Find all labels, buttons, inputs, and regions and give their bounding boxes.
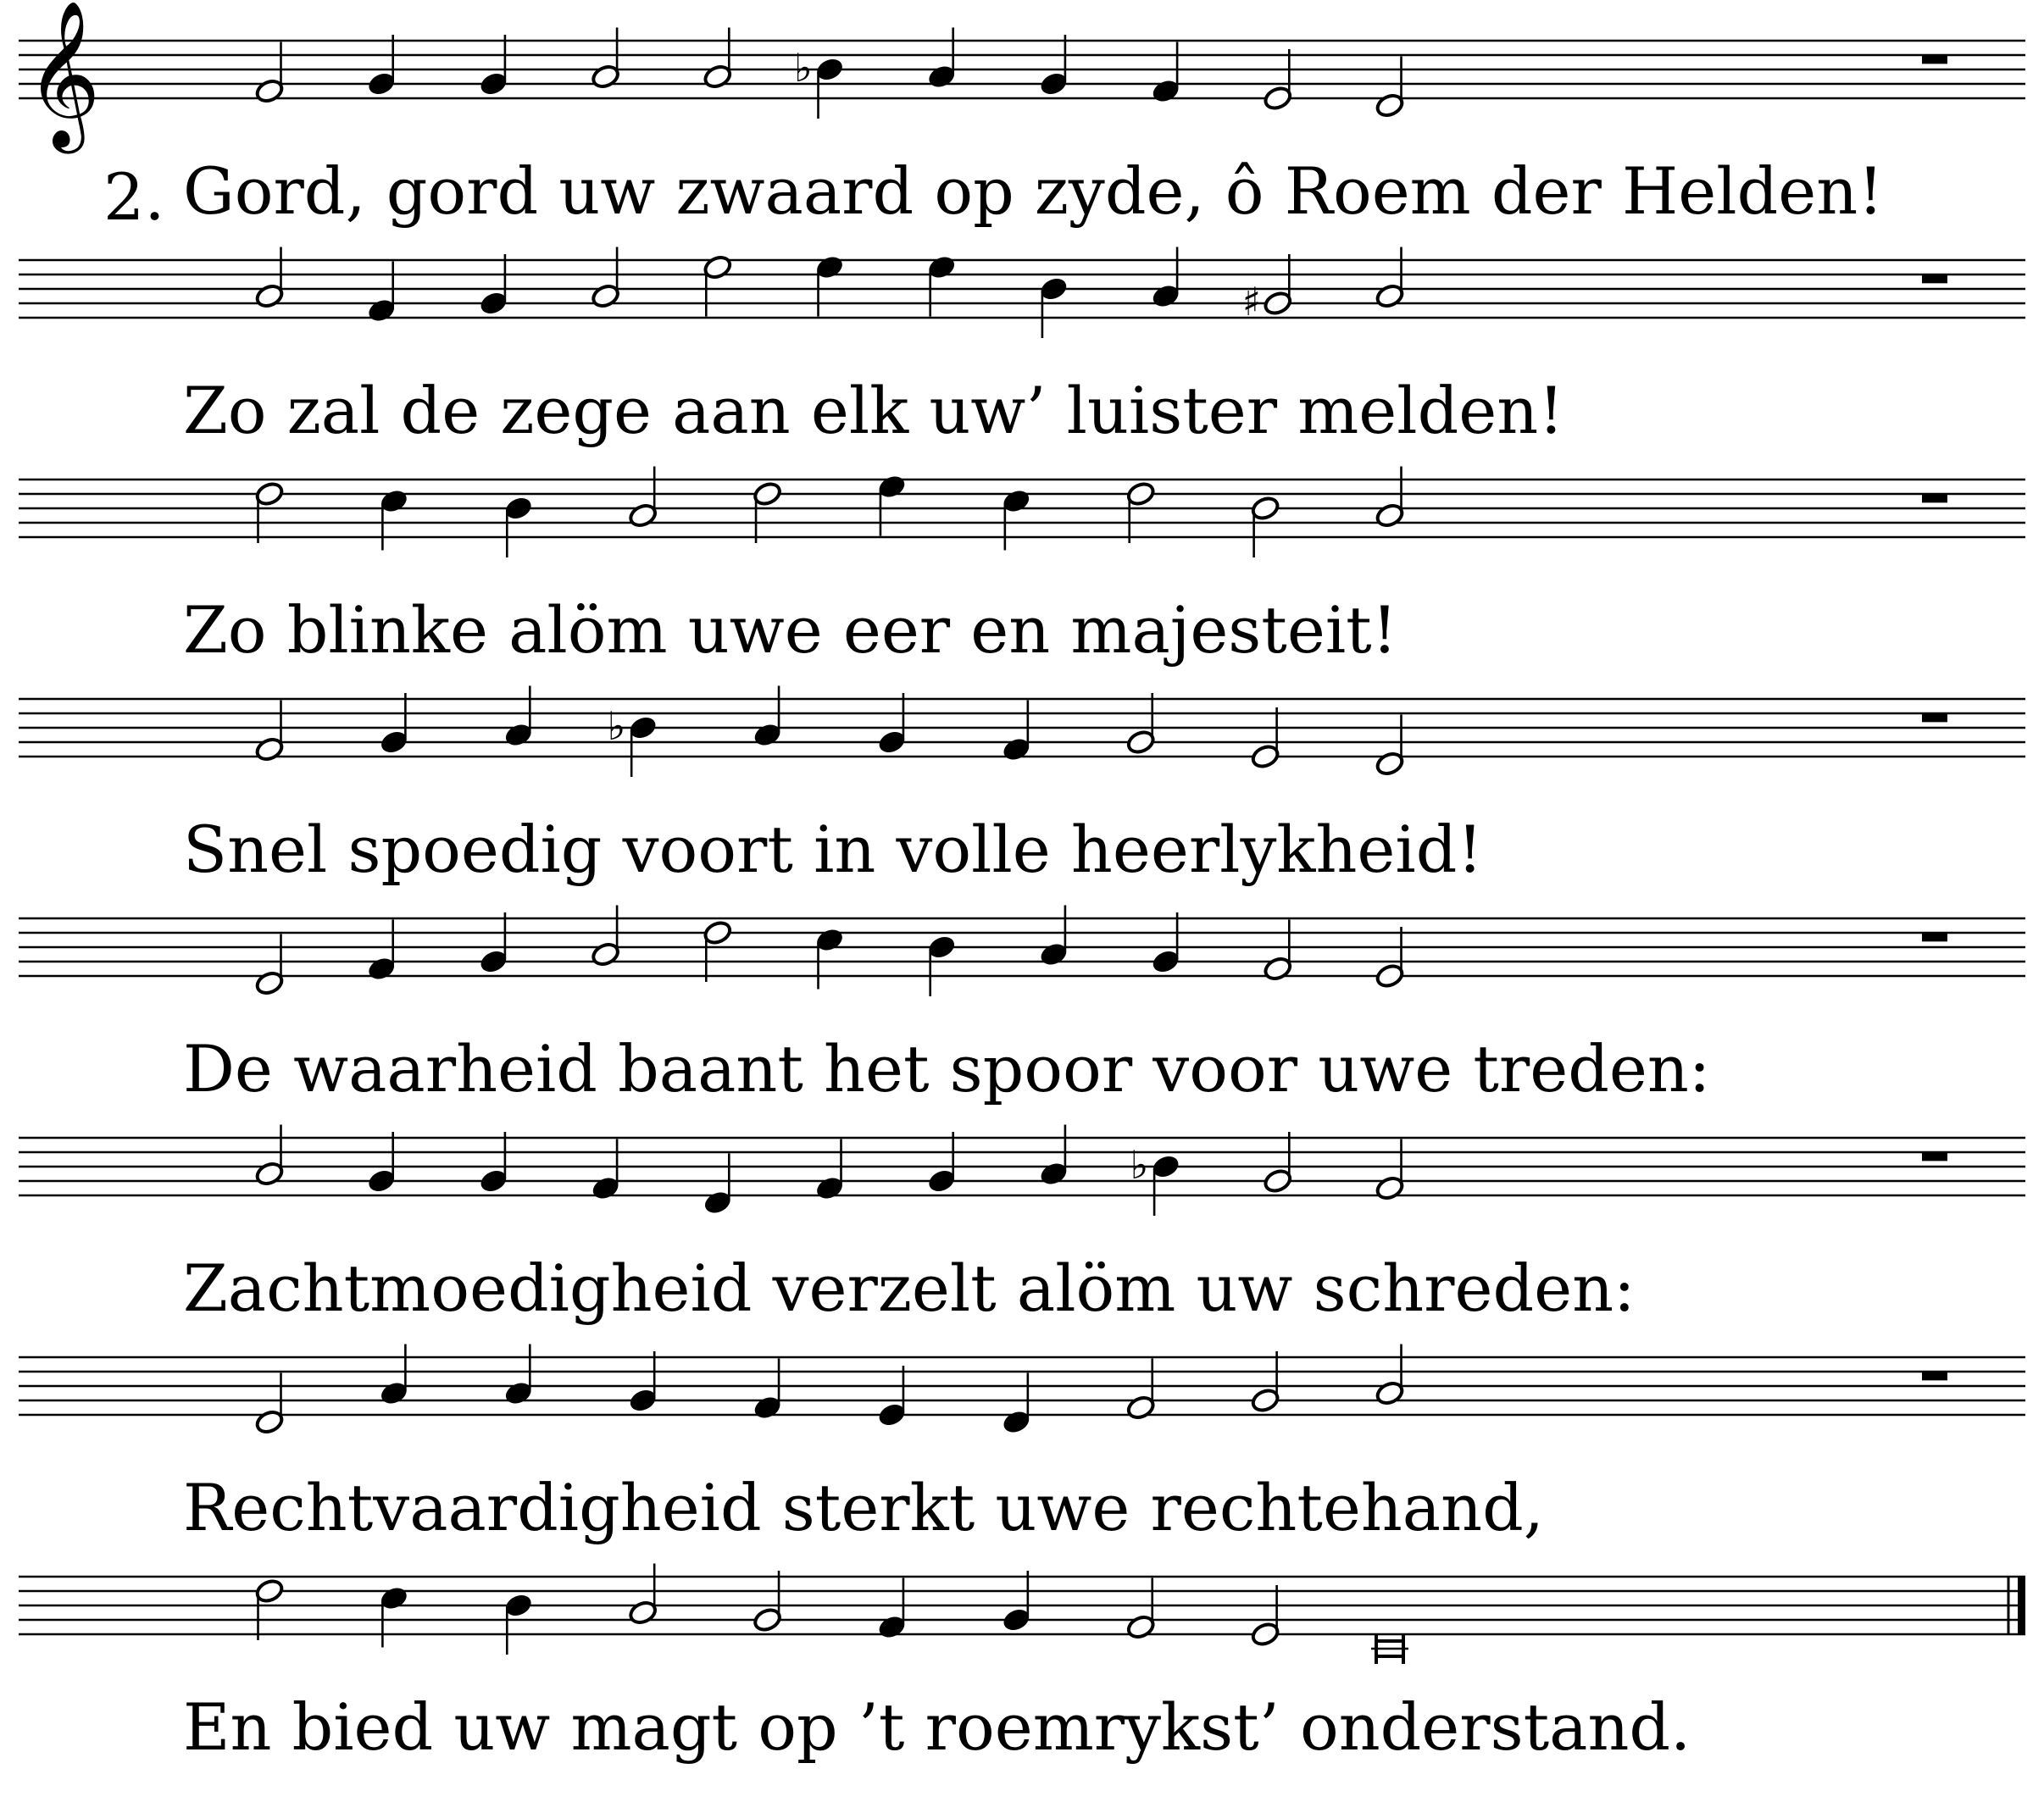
note: [703, 254, 733, 317]
lyric-line: En bied uw magt op ’t roemrykst’ onderstand.: [183, 1689, 1691, 1765]
note: [379, 488, 409, 551]
treble-clef-icon: 𝄞: [25, 0, 101, 147]
note: [753, 1571, 783, 1633]
note: [753, 480, 783, 543]
note: [379, 1345, 409, 1407]
note: [1250, 1351, 1280, 1414]
note: [1125, 1578, 1156, 1641]
thick-barline: [2018, 1577, 2025, 1634]
note: [366, 1132, 397, 1195]
note: [703, 1154, 733, 1217]
note: [1151, 912, 1181, 975]
note: [503, 1592, 534, 1655]
note: [1001, 488, 1031, 551]
half-rest-icon: [1922, 934, 1947, 941]
note: [478, 912, 508, 975]
lyric-line: Rechtvaardigheid sterkt uwe rechtehand,: [183, 1470, 1544, 1545]
half-rest-icon: [1922, 1153, 1947, 1161]
lyric-line: Snel spoedig voort in volle heerlykheid!: [183, 812, 1483, 887]
note: [1038, 275, 1069, 338]
note: [379, 693, 409, 756]
note: [926, 28, 957, 91]
note: [1250, 707, 1280, 770]
flat-icon: ♭: [794, 45, 813, 91]
note: [753, 686, 783, 749]
note: [628, 1564, 658, 1627]
half-rest-icon: [1922, 495, 1947, 502]
note: [503, 686, 534, 749]
note: [1263, 1132, 1293, 1195]
staff-system: [19, 0, 2025, 154]
lyric-line: Zo blinke alöm uwe eer en majesteit!: [183, 592, 1398, 668]
note: [254, 247, 285, 310]
note: [254, 701, 285, 763]
note: [926, 254, 957, 317]
staff-system: [19, 467, 2025, 558]
note: [503, 495, 534, 557]
half-rest-icon: [1922, 56, 1947, 64]
note: [1250, 495, 1280, 557]
note: [478, 254, 508, 317]
note: [814, 927, 845, 990]
note: [703, 919, 733, 982]
note: [814, 1139, 845, 1202]
lyric-line: Gord, gord uw zwaard op zyde, ô Roem der Helden!: [183, 153, 1884, 229]
note: [591, 1139, 621, 1202]
note: [876, 1578, 907, 1641]
note: [1375, 927, 1405, 990]
lyric-line: Zachtmoedigheid verzelt alöm uw schreden:: [183, 1250, 1636, 1326]
note: [254, 1125, 285, 1188]
note: [1375, 247, 1405, 310]
note: [876, 693, 907, 756]
note: [1001, 1571, 1031, 1633]
note: [478, 35, 508, 97]
staff-system: [19, 686, 2025, 778]
staff-system: [19, 1564, 2025, 1665]
note: [753, 1359, 783, 1422]
note: [876, 1366, 907, 1428]
note: [628, 467, 658, 530]
note: [254, 42, 285, 105]
note: [254, 480, 285, 543]
note: [1263, 920, 1293, 983]
half-rest-icon: [1922, 714, 1947, 722]
note: [1038, 906, 1069, 968]
note: [876, 474, 907, 536]
note: [254, 1373, 285, 1436]
note: [1125, 480, 1156, 543]
staff-system: [19, 1345, 2025, 1436]
note: [1375, 715, 1405, 778]
staff-system: [19, 247, 2025, 339]
note: [366, 35, 397, 97]
note: [591, 906, 621, 968]
note: [591, 247, 621, 310]
note: [254, 934, 285, 997]
note: [1375, 57, 1405, 119]
note: [926, 1132, 957, 1195]
note: [379, 1585, 409, 1648]
note: [1038, 35, 1069, 97]
note: [1263, 49, 1293, 112]
note: [703, 28, 733, 91]
note: [814, 254, 845, 317]
note: [254, 1577, 285, 1640]
note: [1375, 1345, 1405, 1407]
note: [1038, 1125, 1069, 1188]
note: [366, 262, 397, 324]
sharp-icon: ♯: [1241, 279, 1262, 324]
note: [503, 1345, 534, 1407]
note: [1371, 1633, 1408, 1664]
note: [591, 28, 621, 91]
note: [1375, 467, 1405, 530]
half-rest-icon: [1922, 1372, 1947, 1380]
note: [478, 1132, 508, 1195]
lyric-line: De waarheid baant het spoor voor uwe treden:: [183, 1031, 1711, 1106]
note: [1125, 693, 1156, 756]
flat-icon: ♭: [1130, 1142, 1149, 1188]
note: [1375, 1139, 1405, 1202]
flat-icon: ♭: [607, 703, 626, 749]
note: [628, 1351, 658, 1414]
verse-number: 2.: [103, 159, 165, 235]
lyric-line: Zo zal de zege aan elk uw’ luister melden!: [183, 373, 1564, 448]
note: [926, 934, 957, 996]
staff-system: [19, 1125, 2025, 1217]
note: [1151, 42, 1181, 105]
half-rest-icon: [1922, 275, 1947, 283]
note: [1001, 1373, 1031, 1436]
note: [1125, 1359, 1156, 1422]
staff-system: [19, 906, 2025, 997]
note: [1151, 247, 1181, 310]
note: [1001, 701, 1031, 763]
note: [366, 920, 397, 983]
note: [1250, 1585, 1280, 1648]
